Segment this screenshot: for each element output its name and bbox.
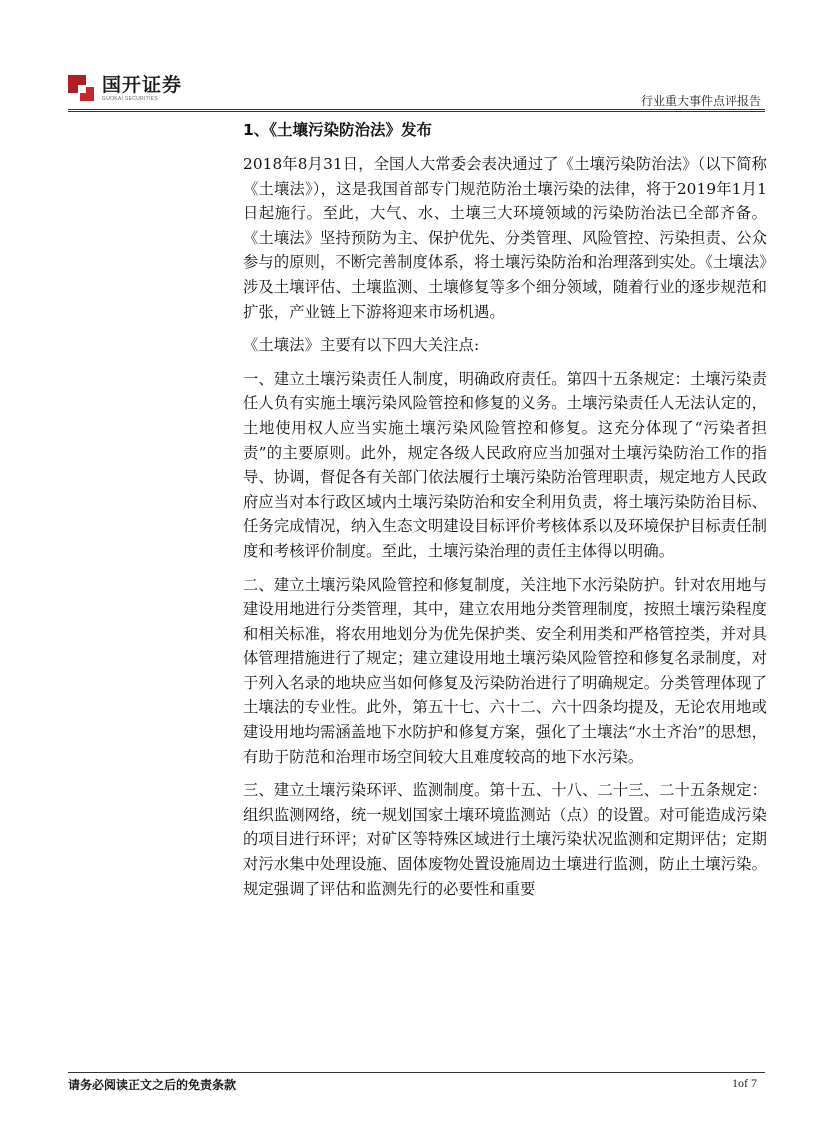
logo-name: 国开证券 bbox=[102, 74, 183, 96]
paragraph-intro: 2018年8月31日，全国人大常委会表决通过了《土壤污染防治法》（以下简称《土壤法》），这是我国首部专门规范防治土壤污染的法律，将于2019年1月1日起施行。至此，大气、水、土壤三大环境领域的污染防治法已全部齐备。《土壤法》坚持预防为主、保护优先、分类管理、风险管控、污染担责、公众参与的原则，不断完善制度体系，将土壤污染防治和治理落到实处。《土壤法》涉及土壤评估、土壤监测、土壤修复等多个细分领域，随着行业的逐步规范和扩张，产业链上下游将迎来市场机遇。 bbox=[243, 155, 767, 321]
page-header bbox=[0, 0, 827, 112]
report-body bbox=[243, 118, 767, 910]
section-title: 1、《土壤污染防治法》发布 bbox=[243, 121, 433, 139]
paragraph-point-three: 三、建立土壤污染环评、监测制度。第十五、十八、二十三、二十五条规定：组织监测网络，统一规划国家土壤环境监测站（点）的设置。对可能造成污染的项目进行环评；对矿区等特殊区域进行土壤污染状况监测和定期评估；定期对污水集中处理设施、固体废物处置设施周边土壤进行监测，防止土壤污染。规定强调了评估和监测先行的必要性和重要 bbox=[243, 781, 767, 898]
report-type-label: 行业重大事件点评报告 bbox=[640, 94, 761, 108]
footer-divider bbox=[68, 1072, 765, 1073]
paragraph-focus-points: 《土壤法》主要有以下四大关注点: bbox=[243, 336, 480, 355]
page-number: 1of 7 bbox=[732, 1076, 757, 1090]
company-logo bbox=[68, 74, 182, 104]
header-divider bbox=[68, 109, 765, 110]
paragraph-point-one: 一、建立土壤污染责任人制度，明确政府责任。第四十五条规定：土壤污染责任人负有实施土壤污染风险管控和修复的义务。土壤污染责任人无法认定的，土地使用权人应当实施土壤污染风险管控和修复。这充分体现了“污染者担责”的主要原则。此外，规定各级人民政府应当加强对土壤污染防治工作的指导、协调，督促各有关部门依法履行土壤污染防治管理职责，规定地方人民政府应当对本行政区域内土壤污染防治和安全利用负责，将土壤污染防治目标、任务完成情况，纳入生态文明建设目标评价考核体系以及环境保护目标责任制度和考核评价制度。至此，土壤污染治理的责任主体得以明确。 bbox=[243, 369, 767, 560]
logo-icon bbox=[68, 75, 96, 103]
logo-english-name: GUOKAI SECURITIES bbox=[102, 96, 158, 102]
paragraph-point-two: 二、建立土壤污染风险管控和修复制度，关注地下水污染防护。针对农用地与建设用地进行分类管理，其中，建立农用地分类管理制度，按照土壤污染程度和相关标准，将农用地划分为优先保护类、安全利用类和严格管控类，并对具体管理措施进行了规定；建立建设用地土壤污染风险管控和修复名录制度，对于列入名录的地块应当如何修复及污染防治进行了明确规定。分类管理体现了土壤法的专业性。此外，第五十七、六十二、六十四条均提及，无论农用地或建设用地均需涵盖地下水防护和修复方案，强化了土壤法“水土齐治”的思想，有助于防范和治理市场空间较大且难度较高的地下水污染。 bbox=[243, 575, 767, 766]
disclaimer-notice: 请务必阅读正文之后的免责条款 bbox=[68, 1078, 237, 1092]
header-divider-secondary bbox=[68, 111, 765, 112]
